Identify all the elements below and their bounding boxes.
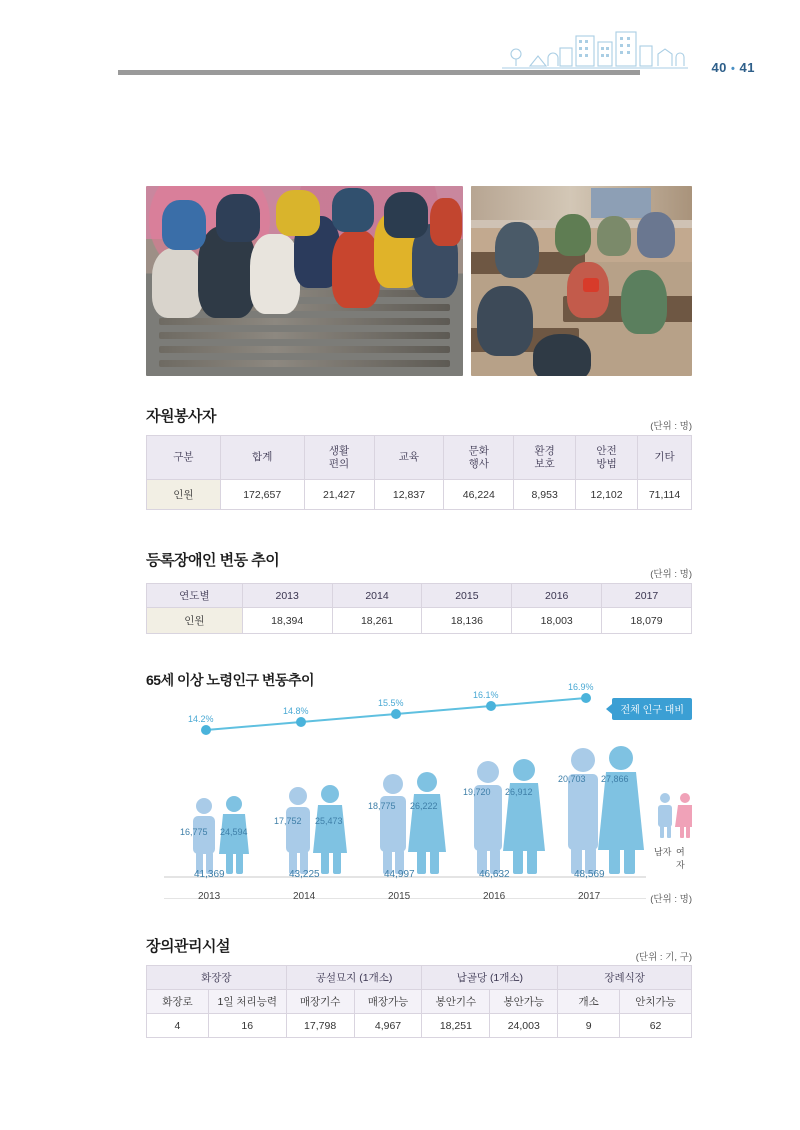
value-label-male-2013: 16,775	[180, 827, 208, 837]
group-public-cemetery: 공설묘지 (1개소)	[286, 966, 422, 990]
cell-2014: 18,261	[332, 608, 422, 634]
col-total: 합계	[220, 436, 304, 480]
cell-total: 172,657	[220, 480, 304, 510]
chart-badge-total-population-ratio: 전체 인구 대비	[612, 698, 692, 720]
cell-2015: 18,136	[422, 608, 512, 634]
legend-label-male: 남자	[654, 847, 672, 857]
chart-unit-label: (단위 : 명)	[650, 894, 692, 905]
funeral-facilities-table	[146, 965, 692, 1038]
cell-environment-protection: 8,953	[514, 480, 576, 510]
cell-enshrine-count: 18,251	[422, 1014, 490, 1038]
value-label-female-2014: 25,473	[315, 816, 343, 826]
page-number	[711, 60, 755, 75]
table-header-row	[147, 584, 692, 608]
person-male-2017	[568, 748, 598, 874]
col-enshrine-count: 봉안기수	[422, 990, 490, 1014]
trend-point-2015	[391, 709, 401, 719]
group-crematorium: 화장장	[147, 966, 287, 990]
table-row	[147, 608, 692, 634]
col-2015: 2015	[422, 584, 512, 608]
col-environment-protection	[514, 436, 576, 480]
col-year: 연도별	[147, 584, 243, 608]
cell-culture-event: 46,224	[444, 480, 514, 510]
person-male-2015	[380, 774, 406, 874]
value-label-female-2015: 26,222	[410, 801, 438, 811]
legend-female-icon	[675, 793, 692, 838]
value-label-female-2016: 26,912	[505, 787, 533, 797]
cell-safety-patrol: 12,102	[576, 480, 638, 510]
legend-male-icon	[658, 793, 672, 838]
x-tick-2015: 2015	[388, 891, 411, 902]
percent-label-2016: 16.1%	[473, 690, 499, 700]
table-group-header-row	[147, 966, 692, 990]
person-male-2016	[474, 761, 502, 874]
value-label-male-2017: 20,703	[558, 774, 586, 784]
person-male-2014	[286, 787, 310, 874]
trend-point-2013	[201, 725, 211, 735]
total-label-2017: 48,569	[574, 869, 605, 880]
col-safety-patrol-line2: 방범	[596, 457, 617, 470]
row-label-personnel: 인원	[147, 608, 243, 634]
value-label-female-2017: 27,866	[601, 774, 629, 784]
percent-label-2015: 15.5%	[378, 698, 404, 708]
page-number-left: 40	[711, 60, 727, 75]
total-label-2013: 41,369	[194, 869, 225, 880]
person-female-2016	[503, 759, 545, 874]
col-cremation-furnace: 화장로	[147, 990, 209, 1014]
volunteer-table	[146, 435, 692, 510]
person-female-2015	[408, 772, 446, 874]
chart-title: 65세 이상 노령인구 변동추이	[146, 672, 315, 688]
cell-2017: 18,079	[602, 608, 692, 634]
col-2017: 2017	[602, 584, 692, 608]
cell-burial-available: 4,967	[354, 1014, 422, 1038]
disabled-unit-label: (단위 : 명)	[650, 569, 692, 580]
value-label-male-2016: 19,720	[463, 787, 491, 797]
x-tick-2014: 2014	[293, 891, 316, 902]
city-skyline-icon	[500, 28, 690, 78]
page-number-right: 41	[739, 60, 755, 75]
trend-point-2017	[581, 693, 591, 703]
cell-education: 12,837	[374, 480, 444, 510]
elderly-population-chart	[146, 670, 692, 910]
table-row	[147, 1014, 692, 1038]
cell-daily-capacity: 16	[208, 1014, 286, 1038]
value-label-male-2015: 18,775	[368, 801, 396, 811]
x-tick-2017: 2017	[578, 891, 601, 902]
trend-point-2014	[296, 717, 306, 727]
cell-burial-count: 17,798	[286, 1014, 354, 1038]
funeral-section-title: 장의관리시설	[146, 938, 230, 955]
col-gubun: 구분	[147, 436, 221, 480]
col-safety-patrol-line1: 안전	[596, 444, 617, 457]
col-burial-count: 매장기수	[286, 990, 354, 1014]
col-daily-capacity: 1일 처리능력	[208, 990, 286, 1014]
col-education: 교육	[374, 436, 444, 480]
disabled-section-title: 등록장애인 변동 추이	[146, 552, 280, 569]
value-label-female-2013: 24,594	[220, 827, 248, 837]
page-number-separator: •	[731, 63, 736, 75]
x-tick-2016: 2016	[483, 891, 506, 902]
registered-disabled-table	[146, 583, 692, 634]
table-header-row	[147, 436, 692, 480]
cell-site-count: 9	[558, 1014, 620, 1038]
cell-living-convenience: 21,427	[304, 480, 374, 510]
col-mortuary-available: 안치가능	[620, 990, 692, 1014]
total-label-2014: 43,225	[289, 869, 320, 880]
legend-label-female: 여자	[676, 847, 685, 870]
photo-children-art-class	[471, 186, 692, 376]
col-enshrine-available: 봉안가능	[490, 990, 558, 1014]
col-etc: 기타	[638, 436, 692, 480]
cell-enshrine-available: 24,003	[490, 1014, 558, 1038]
total-label-2015: 44,997	[384, 869, 415, 880]
photo-strip	[146, 186, 692, 376]
funeral-unit-label: (단위 : 기, 구)	[635, 952, 692, 963]
cell-2013: 18,394	[242, 608, 332, 634]
col-safety-patrol	[576, 436, 638, 480]
cell-etc: 71,114	[638, 480, 692, 510]
percent-label-2017: 16.9%	[568, 682, 594, 692]
percent-label-2013: 14.2%	[188, 714, 214, 724]
x-tick-2013: 2013	[198, 891, 221, 902]
col-2016: 2016	[512, 584, 602, 608]
table-row	[147, 480, 692, 510]
col-culture-event	[444, 436, 514, 480]
col-living-convenience	[304, 436, 374, 480]
col-culture-event-line2: 행사	[468, 457, 489, 470]
cell-cremation-furnace: 4	[147, 1014, 209, 1038]
volunteer-section-title: 자원봉사자	[146, 408, 216, 425]
volunteer-unit-label: (단위 : 명)	[650, 421, 692, 432]
col-living-convenience-line2: 편의	[328, 457, 350, 470]
group-charnel-house: 납골당 (1개소)	[422, 966, 558, 990]
person-female-2017	[598, 746, 644, 874]
row-label-personnel: 인원	[147, 480, 221, 510]
trend-point-2016	[486, 701, 496, 711]
percent-label-2014: 14.8%	[283, 706, 309, 716]
group-funeral-hall: 장례식장	[558, 966, 692, 990]
photo-volunteers-deck-painting	[146, 186, 463, 376]
col-culture-event-line1: 문화	[468, 444, 489, 457]
col-2014: 2014	[332, 584, 422, 608]
chart-canvas	[146, 684, 692, 899]
col-burial-available: 매장가능	[354, 990, 422, 1014]
col-site-count: 개소	[558, 990, 620, 1014]
total-label-2016: 46,632	[479, 869, 510, 880]
table-sub-header-row	[147, 990, 692, 1014]
value-label-male-2014: 17,752	[274, 816, 302, 826]
col-living-convenience-line1: 생활	[328, 444, 350, 457]
cell-mortuary-available: 62	[620, 1014, 692, 1038]
col-2013: 2013	[242, 584, 332, 608]
cell-2016: 18,003	[512, 608, 602, 634]
person-female-2014	[313, 785, 347, 874]
col-environment-protection-line2: 보호	[534, 457, 555, 470]
col-environment-protection-line1: 환경	[534, 444, 555, 457]
